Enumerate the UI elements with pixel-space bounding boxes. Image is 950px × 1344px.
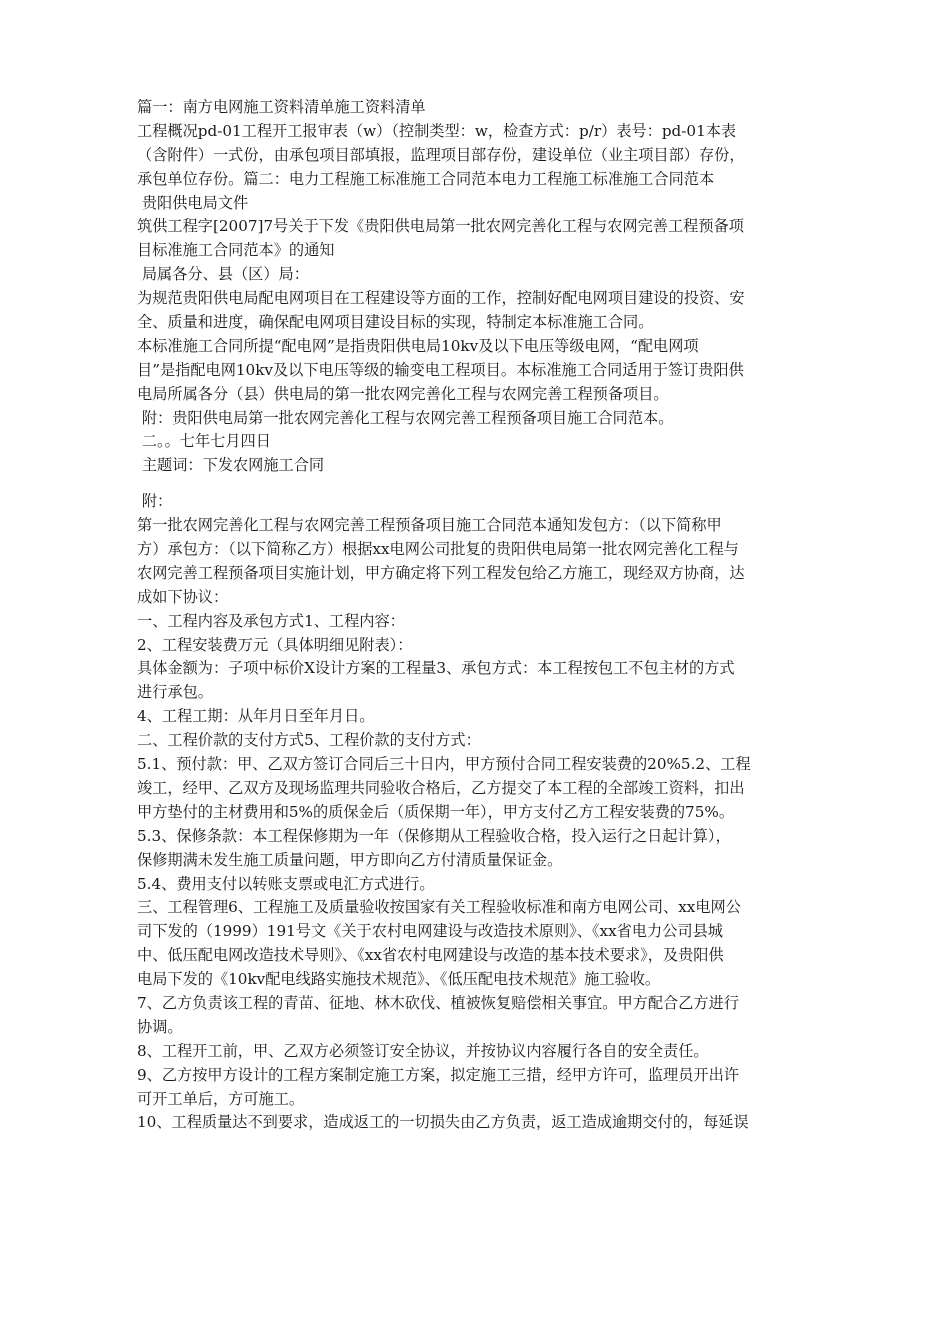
text-line: 第一批农网完善化工程与农网完善工程预备项目施工合同范本通知发包方：（以下简称甲 xyxy=(137,516,722,535)
text-line: 本标准施工合同所提“配电网”是指贵阳供电局10kv及以下电压等级电网，“配电网项 xyxy=(137,336,699,355)
text-line: 甲方垫付的主材费用和5%的质保金后（质保期一年），甲方支付乙方工程安装费的75%。 xyxy=(137,802,735,821)
text-line: 5.1、预付款：甲、乙双方签订合同后三十日内，甲方预付合同工程安装费的20%5.2、工程 xyxy=(137,755,751,774)
text-line: 为规范贵阳供电局配电网项目在工程建设等方面的工作，控制好配电网项目建设的投资、安 xyxy=(137,289,745,308)
text-line: 中、低压配电网改造技术导则》、《xx省农村电网建设与改造的基本技术要求》，及贵阳供 xyxy=(137,946,724,965)
text-line: 进行承包。 xyxy=(137,683,213,702)
text-line: 成如下协议： xyxy=(137,587,229,606)
text-line: 2、工程安装费万元（具体明细见附表）： xyxy=(137,635,413,654)
blank-line xyxy=(137,478,837,490)
text-line: 5.4、费用支付以转账支票或电汇方式进行。 xyxy=(137,874,435,893)
text-line: 篇一：南方电网施工资料清单施工资料清单 xyxy=(137,98,426,116)
text-line: 附： xyxy=(137,492,173,511)
document-body xyxy=(137,96,837,1135)
text-line: 局属各分、县（区）局： xyxy=(137,265,309,284)
text-line: 电局下发的《10kv配电线路实施技术规范》、《低压配电技术规范》施工验收。 xyxy=(137,970,661,989)
text-line: 司下发的（1999）191号文《关于农村电网建设与改造技术原则》、《xx省电力公司县城 xyxy=(137,922,723,941)
text-line: 8、工程开工前，甲、乙双方必须签订安全协议，并按协议内容履行各自的安全责任。 xyxy=(137,1041,709,1060)
text-line: 7、乙方负责该工程的青苗、征地、林木砍伐、植被恢复赔偿相关事宜。甲方配合乙方进行 xyxy=(137,993,739,1012)
text-line: 贵阳供电局文件 xyxy=(137,193,249,212)
text-line: 目标准施工合同范本》的通知 xyxy=(137,241,335,260)
text-line: 可开工单后，方可施工。 xyxy=(137,1089,305,1108)
text-line: 三、工程管理6、工程施工及质量验收按国家有关工程验收标准和南方电网公司、xx电网公 xyxy=(137,898,741,917)
text-line: 筑供工程字[2007]7号关于下发《贵阳供电局第一批农网完善化工程与农网完善工程预备项 xyxy=(137,217,744,236)
text-line: 方）承包方：（以下简称乙方）根据xx电网公司批复的贵阳供电局第一批农网完善化工程与 xyxy=(137,540,739,559)
text-line: 保修期满未发生施工质量问题，甲方即向乙方付清质量保证金。 xyxy=(137,850,563,869)
text-line: 4、工程工期：从年月日至年月日。 xyxy=(137,707,375,726)
text-line: 全、质量和进度，确保配电网项目建设目标的实现，特制定本标准施工合同。 xyxy=(137,313,654,332)
text-line: 协调。 xyxy=(137,1017,183,1036)
text-line: 工程概况pd-01工程开工报审表（w）（控制类型：w，检查方式：p/r）表号：pd-01本表 xyxy=(137,121,737,140)
text-line: （含附件）一式份，由承包项目部填报，监理项目部存份，建设单位（业主项目部）存份， xyxy=(137,145,745,164)
text-line: 主题词：下发农网施工合同 xyxy=(137,456,325,475)
text-line: 二、工程价款的支付方式5、工程价款的支付方式： xyxy=(137,731,481,750)
text-line: 一、工程内容及承包方式1、工程内容： xyxy=(137,611,405,630)
text-line: 5.3、保修条款：本工程保修期为一年（保修期从工程验收合格，投入运行之日起计算）， xyxy=(137,826,731,845)
text-line: 承包单位存份。篇二：电力工程施工标准施工合同范本电力工程施工标准施工合同范本 xyxy=(137,169,715,188)
text-line: 9、乙方按甲方设计的工程方案制定施工方案，拟定施工三措，经甲方许可，监理员开出许 xyxy=(137,1065,739,1084)
text-line: 二。。七年七月四日 xyxy=(137,432,271,451)
text-line: 目”是指配电网10kv及以下电压等级的输变电工程项目。本标准施工合同适用于签订贵阳供 xyxy=(137,360,744,379)
text-line: 具体金额为：子项中标价X设计方案的工程量3、承包方式：本工程按包工不包主材的方式 xyxy=(137,659,735,678)
text-line: 农网完善工程预备项目实施计划，甲方确定将下列工程发包给乙方施工，现经双方协商，达 xyxy=(137,563,745,582)
text-line: 电局所属各分（县）供电局的第一批农网完善化工程与农网完善工程预备项目。 xyxy=(137,384,669,403)
text-line: 附：贵阳供电局第一批农网完善化工程与农网完善工程预备项目施工合同范本。 xyxy=(137,408,674,427)
text-line: 竣工，经甲、乙双方及现场监理共同验收合格后，乙方提交了本工程的全部竣工资料，扣出 xyxy=(137,778,745,797)
text-line: 10、工程质量达不到要求，造成返工的一切损失由乙方负责，返工造成逾期交付的，每延误 xyxy=(137,1113,749,1132)
